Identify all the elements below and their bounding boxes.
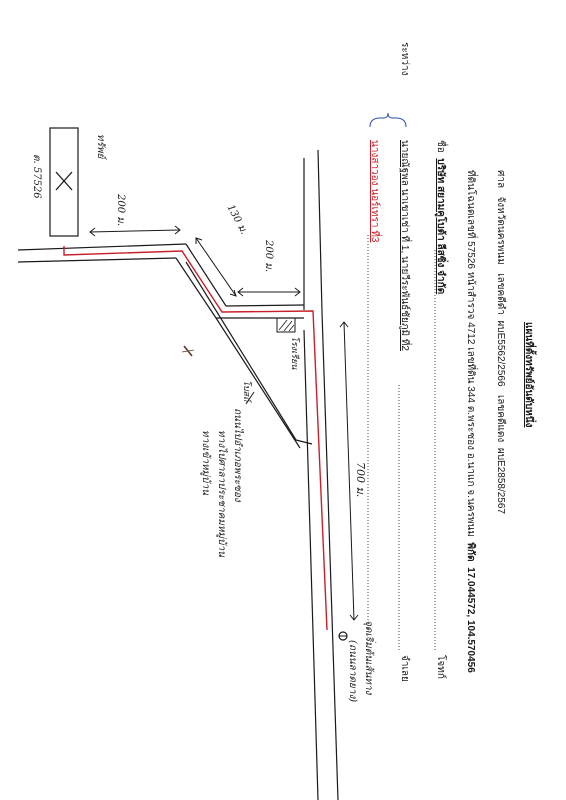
school-building bbox=[277, 318, 295, 332]
insect-mark bbox=[182, 346, 194, 356]
main-road-right-edge-top bbox=[318, 150, 322, 312]
label-200m-mid: 200 ม. bbox=[263, 240, 274, 273]
court-label: ศาล bbox=[495, 170, 506, 189]
between-label: ระหว่าง bbox=[399, 42, 410, 76]
case-black-number: ผบE5562/2566 bbox=[495, 320, 506, 387]
coords-label: พิกัด bbox=[465, 542, 476, 562]
case-red-label: เลขคดีแดง bbox=[495, 394, 506, 443]
deed-text: ที่ดินโฉนดเลขที่ 57526 หน้าสำรวจ 4712 เลขที่ดิน 344 ต.พระซอง อ.นาแก จ.นครพนม bbox=[465, 170, 476, 537]
page-title: แผนที่ตั้งทรัพย์อันดับหนึ่ง bbox=[523, 322, 534, 428]
property-box bbox=[50, 128, 78, 236]
plaintiff-label: ชื่อ bbox=[435, 140, 446, 153]
deed-number-label: ต. 57526 bbox=[31, 154, 42, 199]
plaintiff-role: โจทก์ bbox=[435, 655, 446, 679]
road-note-line-2: ทางไปศาลาประชาคมหมู่บ้าน bbox=[216, 430, 227, 557]
side-road-lower bbox=[18, 258, 176, 262]
school-label: โรงเรียน bbox=[289, 336, 299, 370]
start-label-line-1: จุดเริ่มต้นเส้นทาง bbox=[363, 620, 374, 695]
label-200m-top: 200 ม. bbox=[115, 194, 126, 227]
defendant-role: จำเลย bbox=[399, 655, 410, 682]
connector-road-upper bbox=[226, 305, 304, 306]
court-name: จังหวัดนครพนม bbox=[495, 196, 506, 265]
dim-200-top bbox=[90, 230, 180, 232]
side-road-upper bbox=[18, 244, 186, 250]
coords-value: 17.044572, 104.570456 bbox=[465, 567, 476, 673]
case-black-label: เลขคดีดำ bbox=[495, 273, 506, 315]
diagonal-road-lower bbox=[176, 258, 216, 318]
route-line bbox=[64, 246, 327, 630]
road-note-line-3: ทางเข้าหมู่บ้าน bbox=[200, 430, 211, 495]
header-line-defendant-3: นางสาวอง นอร์เทรา ที่3 bbox=[369, 140, 380, 243]
main-road-left-edge-bottom bbox=[304, 330, 318, 800]
property-label: ทรัพย์ bbox=[95, 134, 106, 159]
case-red-number: ผบE2858/2567 bbox=[495, 447, 506, 514]
start-label-line-2: (ถนนลาดยาง) bbox=[347, 640, 358, 703]
church-label: โบสถ์ bbox=[241, 380, 251, 402]
plaintiff-name: บริษัท สยามคูโบต้า ลีสซิ่ง จำกัด bbox=[435, 158, 446, 295]
label-700m: 700 ม. bbox=[354, 462, 367, 498]
road-note-line-1: ถนนไปอำเภอพระซอง bbox=[232, 408, 243, 502]
header-line-defendants: นายณัฐพล นาเขาเช่า ที่ 1, นายวีระพันธ์ชัยภูมิ ที่2 bbox=[399, 140, 410, 351]
label-130m: 130 ม. bbox=[224, 202, 250, 237]
branch-road-join bbox=[296, 440, 312, 444]
